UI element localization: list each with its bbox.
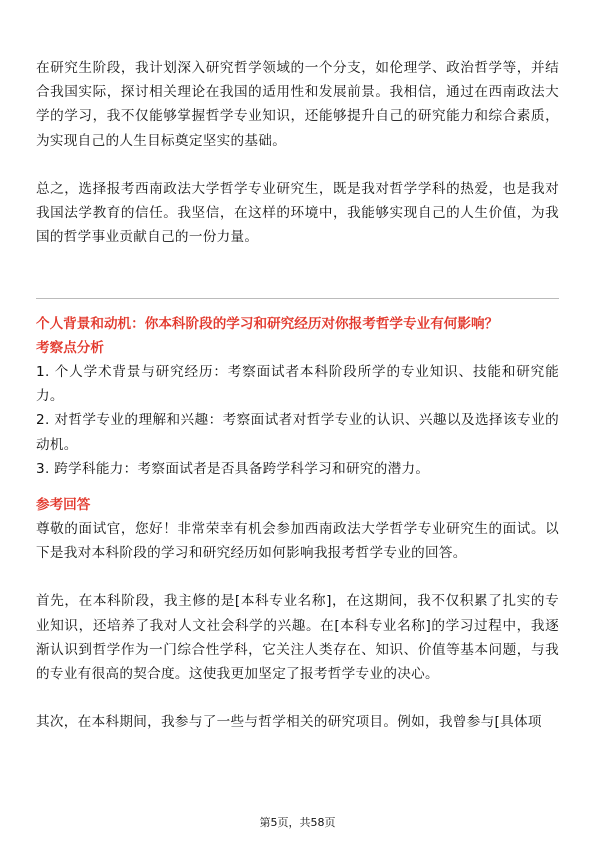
- intro-paragraph-2: 总之，选择报考西南政法大学哲学专业研究生，既是我对哲学学科的热爱，也是我对我国法学教育的信任。我坚信，在这样的环境中，我能够实现自己的人生价值，为我国的哲学事业贡献自己的一份力量。: [36, 180, 559, 246]
- page-content: [36, 56, 559, 249]
- intro-paragraph-1: 在研究生阶段，我计划深入研究哲学领域的一个分支，如伦理学、政治哲学等，并结合我国实际，探讨相关理论在我国的适用性和发展前景。我相信，通过在西南政法大学的学习，我不仅能够掌握哲学专业知识，还能够提升自己的研究能力和综合素质，为实现自己的人生目标奠定坚实的基础。: [36, 60, 559, 149]
- question-heading: 个人背景和动机：你本科阶段的学习和研究经历对你报考哲学专业有何影响？: [36, 316, 499, 332]
- answer-heading: 参考回答: [36, 497, 91, 514]
- analysis-item-2: 2. 对哲学专业的理解和兴趣：考察面试者对哲学专业的认识、兴趣以及选择该专业的动机。: [36, 412, 559, 453]
- page-number: 第5页，共58页: [259, 816, 336, 829]
- answer-paragraph-2: 首先，在本科阶段，我主修的是[本科专业名称]，在这期间，我不仅积累了扎实的专业知识，还培养了我对人文社会科学的兴趣。在[本科专业名称]的学习过程中，我逐渐认识到哲学作为一门综合性学科，它关注人类存在、知识、价值等基本问题，与我的专业有很高的契合度。这使我更加坚定了报考哲学专业的决心。: [36, 593, 559, 683]
- analysis-heading: 考察点分析: [36, 340, 104, 356]
- answer-paragraph-3: 其次，在本科期间，我参与了一些与哲学相关的研究项目。例如，我曾参与[具体项: [36, 714, 542, 731]
- analysis-item-3: 3. 跨学科能力：考察面试者是否具备跨学科学习和研究的潜力。: [36, 460, 430, 477]
- qa-section: [36, 312, 559, 734]
- section-divider: [36, 298, 559, 299]
- answer-paragraph-1: 尊敬的面试官，您好！非常荣幸有机会参加西南政法大学哲学专业研究生的面试。以下是我对本科阶段的学习和研究经历如何影响我报考哲学专业的回答。: [36, 521, 559, 562]
- analysis-item-1: 1. 个人学术背景与研究经历：考察面试者本科阶段所学的专业知识、技能和研究能力。: [36, 364, 559, 405]
